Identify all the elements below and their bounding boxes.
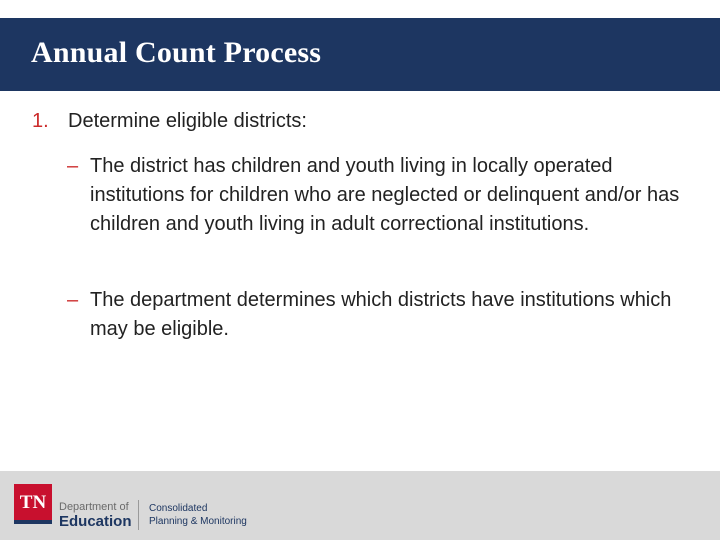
subitem-text: The district has children and youth living in locally operated institutions for children who are neglected or delinquent and/or has children and youth living in adult correctional institutions. [90, 155, 680, 235]
list-number: 1. [32, 110, 49, 132]
dept-line1: Department of [59, 501, 129, 513]
slide-title: Annual Count Process [31, 36, 322, 69]
tn-logo-text: TN [19, 492, 47, 513]
footer-divider [138, 500, 139, 530]
dash-bullet: – [67, 289, 79, 311]
subitem-1 [67, 152, 687, 239]
subitem-2 [67, 286, 687, 344]
dash-bullet: – [67, 155, 79, 177]
list-item-text: Determine eligible districts: [68, 110, 307, 132]
program-line1: Consolidated [149, 503, 208, 514]
dept-line2: Education [59, 513, 132, 530]
list-item-1 [32, 110, 307, 133]
program-line2: Planning & Monitoring [149, 516, 247, 527]
subitem-text: The department determines which districts have institutions which may be eligible. [90, 289, 672, 340]
